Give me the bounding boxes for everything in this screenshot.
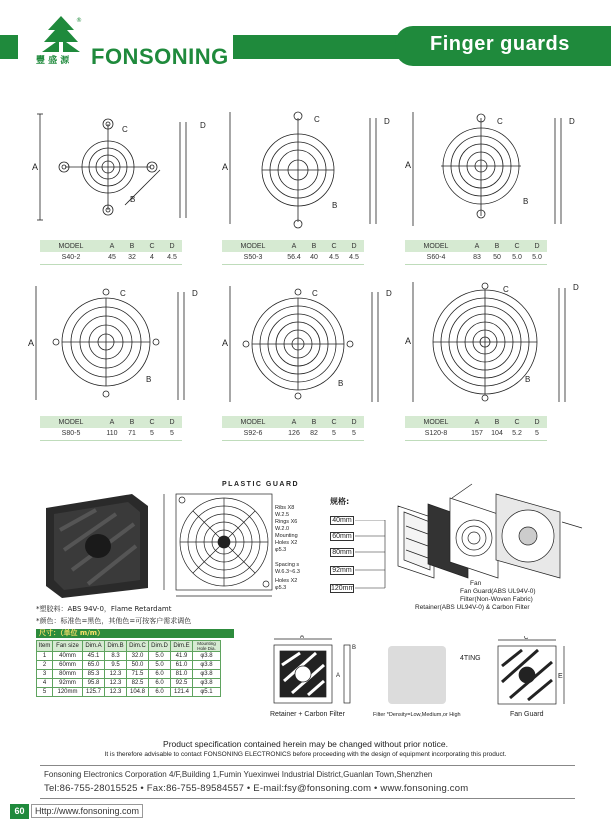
size-label: 规格: xyxy=(330,497,350,506)
size-box-92: 92mm xyxy=(330,566,354,575)
size-box-60: 60mm xyxy=(330,532,354,541)
fitting-caption: 4TING xyxy=(460,655,481,662)
retainer-drawing xyxy=(270,635,360,710)
svg-text:D: D xyxy=(384,117,390,126)
label-fan: Fan xyxy=(470,580,482,587)
svg-text:A: A xyxy=(336,673,341,679)
company-address: Fonsoning Electronics Corporation 4/F,Building 1,Fumin Yuexinwei Industrial District,Guanlan Town,Shenzhen xyxy=(44,770,433,779)
svg-text:D: D xyxy=(200,121,206,130)
svg-text:C: C xyxy=(122,125,128,134)
size-box-80: 80mm xyxy=(330,548,354,557)
notice-line-1: Product specification contained herein may be changed without prior notice. xyxy=(163,739,448,749)
drawing-s60-4 xyxy=(405,108,585,236)
size-bracket-lines xyxy=(355,520,395,590)
footer-rule-top xyxy=(40,765,575,766)
size-heading-bar: 尺寸：（单位 m/m） xyxy=(36,629,234,638)
svg-text:®: ® xyxy=(76,17,82,24)
svg-text:A: A xyxy=(300,635,305,640)
spec-table-s80-5: MODEL A B C D S80-5 110 71 5 5 xyxy=(40,416,182,441)
filter-caption: Filter *Density=Low,Medium,or High xyxy=(373,712,461,718)
notice-line-2: It is therefore advisable to contact FONSONING ELECTRONICS before proceeding with the design of equipment incorporating this product. xyxy=(104,751,507,758)
svg-text:B: B xyxy=(338,379,344,388)
drawing-s80-5 xyxy=(28,282,218,410)
exploded-view-drawing xyxy=(392,482,587,582)
plastic-filter-photo xyxy=(36,490,156,600)
page-title: Finger guards xyxy=(430,33,570,55)
svg-text:D: D xyxy=(573,283,579,292)
svg-text:C: C xyxy=(503,285,509,294)
spec-table-s92-6: MODEL A B C D S92-6 126 82 5 5 xyxy=(222,416,364,441)
svg-text:C: C xyxy=(314,115,320,124)
page-number: 60 xyxy=(10,804,29,819)
svg-text:E: E xyxy=(558,673,563,680)
svg-text:B: B xyxy=(146,375,152,384)
svg-text:C: C xyxy=(120,289,126,298)
label-filter: Filter(Non-Woven Fabric) xyxy=(460,596,533,603)
label-retainer: Retainer(ABS UL94V-0) & Carbon Filter xyxy=(415,604,530,611)
svg-text:A: A xyxy=(28,338,35,348)
spacing-spec: Spacing s W.6.3~6.3 xyxy=(275,562,300,575)
label-fan-guard: Fan Guard(ABS UL94V-0) xyxy=(460,588,536,595)
svg-text:A: A xyxy=(405,160,412,170)
fan-guard-caption: Fan Guard xyxy=(510,711,544,718)
color-note: *颜色：标准色=黑色，其他色=可按客户需求调色 xyxy=(36,617,192,625)
drawing-s40-2 xyxy=(30,110,220,235)
svg-text:D: D xyxy=(569,117,575,126)
svg-text:C: C xyxy=(497,117,503,126)
svg-text:A: A xyxy=(32,162,39,172)
size-box-120: 120mm xyxy=(331,585,355,592)
svg-text:B: B xyxy=(523,197,529,206)
drawing-s50-3 xyxy=(222,108,400,236)
dimensions-table: Item Fan size Dim.A Dim.B Dim.C Dim.D Dim.E Mounting Hole Dia. 1 40mm 45.1 8.3 32.0 5.0 41.9 φ3.8 2 60mm 65.0 9.5 50.0 5.0 61.0 φ3.8 3 80mm 85.3 12.3 71.5 6.0 81.0 φ3.8 4 92mm 95.8 12.3 82.5 6.0 92.5 φ3.8 5 120mm 125.7 12.3 104.8 6.0 121.4 φ5.1 xyxy=(36,640,221,697)
drawing-s120-8 xyxy=(405,278,590,412)
size-box-40: 40mm xyxy=(330,516,354,525)
svg-text:C: C xyxy=(312,289,318,298)
spec-table-s120-8: MODEL A B C D S120-8 157 104 5.2 5 xyxy=(405,416,547,441)
ribs-spec: Ribs X8 W.2.5 Rings X6 W.2.0 xyxy=(275,505,298,532)
fan-guard-bottom-drawing xyxy=(492,636,572,710)
svg-text:B: B xyxy=(352,645,357,651)
svg-text:B: B xyxy=(130,195,136,204)
brand-name: FONSONING xyxy=(91,44,229,69)
retainer-caption: Retainer + Carbon Filter xyxy=(270,711,345,718)
material-note: *塑胶料：ABS 94V-0，Flame Retardamt xyxy=(36,605,172,613)
svg-text:B: B xyxy=(525,375,531,384)
svg-text:B: B xyxy=(332,201,338,210)
website-link[interactable]: Http://www.fonsoning.com xyxy=(31,804,143,818)
spec-table-s60-4: MODEL A B C D S60-4 83 50 5.0 5.0 xyxy=(405,240,547,265)
footer-rule-bottom xyxy=(40,798,575,799)
contact-info: Tel:86-755-28015525 • Fax:86-755-89584557 • E-mail:fsy@fonsoning.com • www.fonsoning.com xyxy=(44,783,469,794)
tree-logo-icon xyxy=(40,14,82,54)
svg-text:D: D xyxy=(192,289,198,298)
plastic-guard-title: PLASTIC GUARD xyxy=(222,481,300,488)
spec-table-s40-2: MODEL A B C D S40-2 45 32 4 4.5 xyxy=(40,240,182,265)
filter-pad-image xyxy=(388,646,446,704)
svg-text:A: A xyxy=(405,336,412,346)
mounting-spec: Mounting Holes X2 φ5.3 xyxy=(275,533,298,553)
holes-spec: Holes X2 φ5.3 xyxy=(275,578,298,591)
svg-text:C: C xyxy=(524,636,529,641)
svg-text:A: A xyxy=(222,338,229,348)
spec-table-s50-3: MODEL A B C D S50-3 56.4 40 4.5 4.5 xyxy=(222,240,364,265)
svg-text:D: D xyxy=(386,289,392,298)
brand-chinese: 豐 盛 源 xyxy=(36,56,70,66)
svg-text:A: A xyxy=(222,162,229,172)
drawing-s92-6 xyxy=(222,282,402,412)
